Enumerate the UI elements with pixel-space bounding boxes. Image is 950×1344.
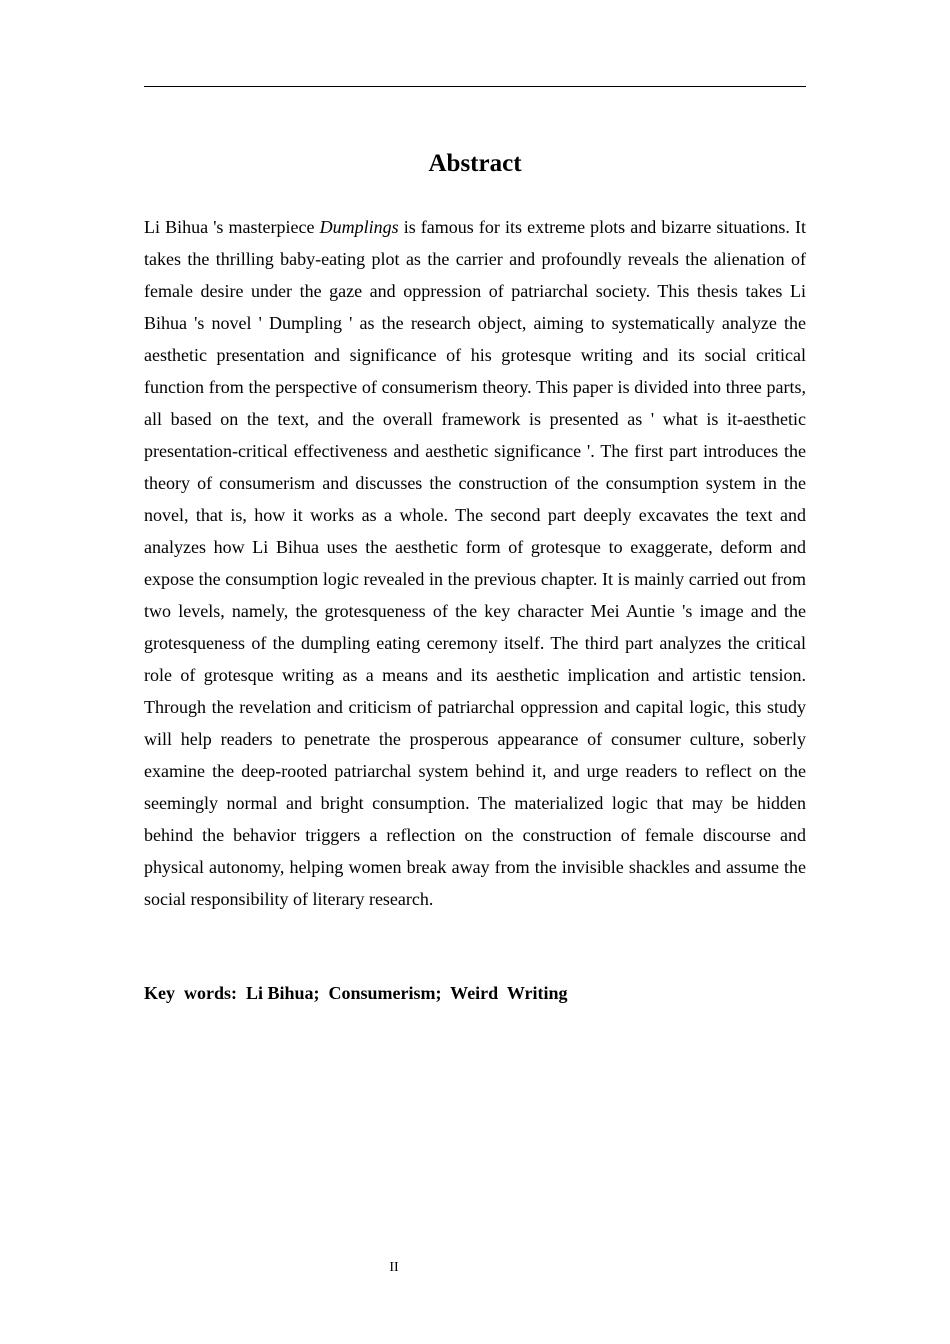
keywords-line: Key words: Li Bihua; Consumerism; Weird Writing xyxy=(144,983,568,1003)
abstract-lead: Li Bihua 's masterpiece xyxy=(144,217,320,237)
work-title: Dumplings xyxy=(319,217,399,237)
page-number: II xyxy=(389,1260,399,1275)
abstract-rest: is famous for its extreme plots and bizarre situations. It takes the thrilling baby-eating plot as the carrier and profoundly reveals the alienation of female desire under the gaze and oppression of patriarchal society. This thesis takes Li Bihua 's novel ' Dumpling ' as the research object, aiming to systematically analyze the aesthetic presentation and significance of his grotesque writing and its social critical function from the perspective of consumerism theory. This paper is divided into three parts, all based on the text, and the overall framework is presented as ' what is it-aesthetic presentation-critical effectiveness and aesthetic significance '. The first part introduces the theory of consumerism and discusses the construction of the consumption system in the novel, that is, how it works as a whole. The second part deeply excavates the text and analyzes how Li Bihua uses the aesthetic form of grotesque to exaggerate, deform and expose the consumption logic revealed in the previous chapter. It is mainly carried out from two levels, namely, the grotesqueness of the key character Mei Auntie 's image and the grotesqueness of the dumpling eating ceremony itself. The third part analyzes the critical role of grotesque writing as a means and its aesthetic implication and artistic tension. Through the revelation and criticism of patriarchal oppression and capital logic, this study will help readers to penetrate the prosperous appearance of consumer culture, soberly examine the deep-rooted patriarchal system behind it, and urge readers to reflect on the seemingly normal and bright consumption. The materialized logic that may be hidden behind the behavior triggers a reflection on the construction of female discourse and physical autonomy, helping women break away from the invisible shackles and assume the social responsibility of literary research. xyxy=(144,217,806,909)
abstract-title: Abstract xyxy=(428,150,522,177)
abstract-body xyxy=(144,211,806,915)
header-rule xyxy=(144,86,806,87)
